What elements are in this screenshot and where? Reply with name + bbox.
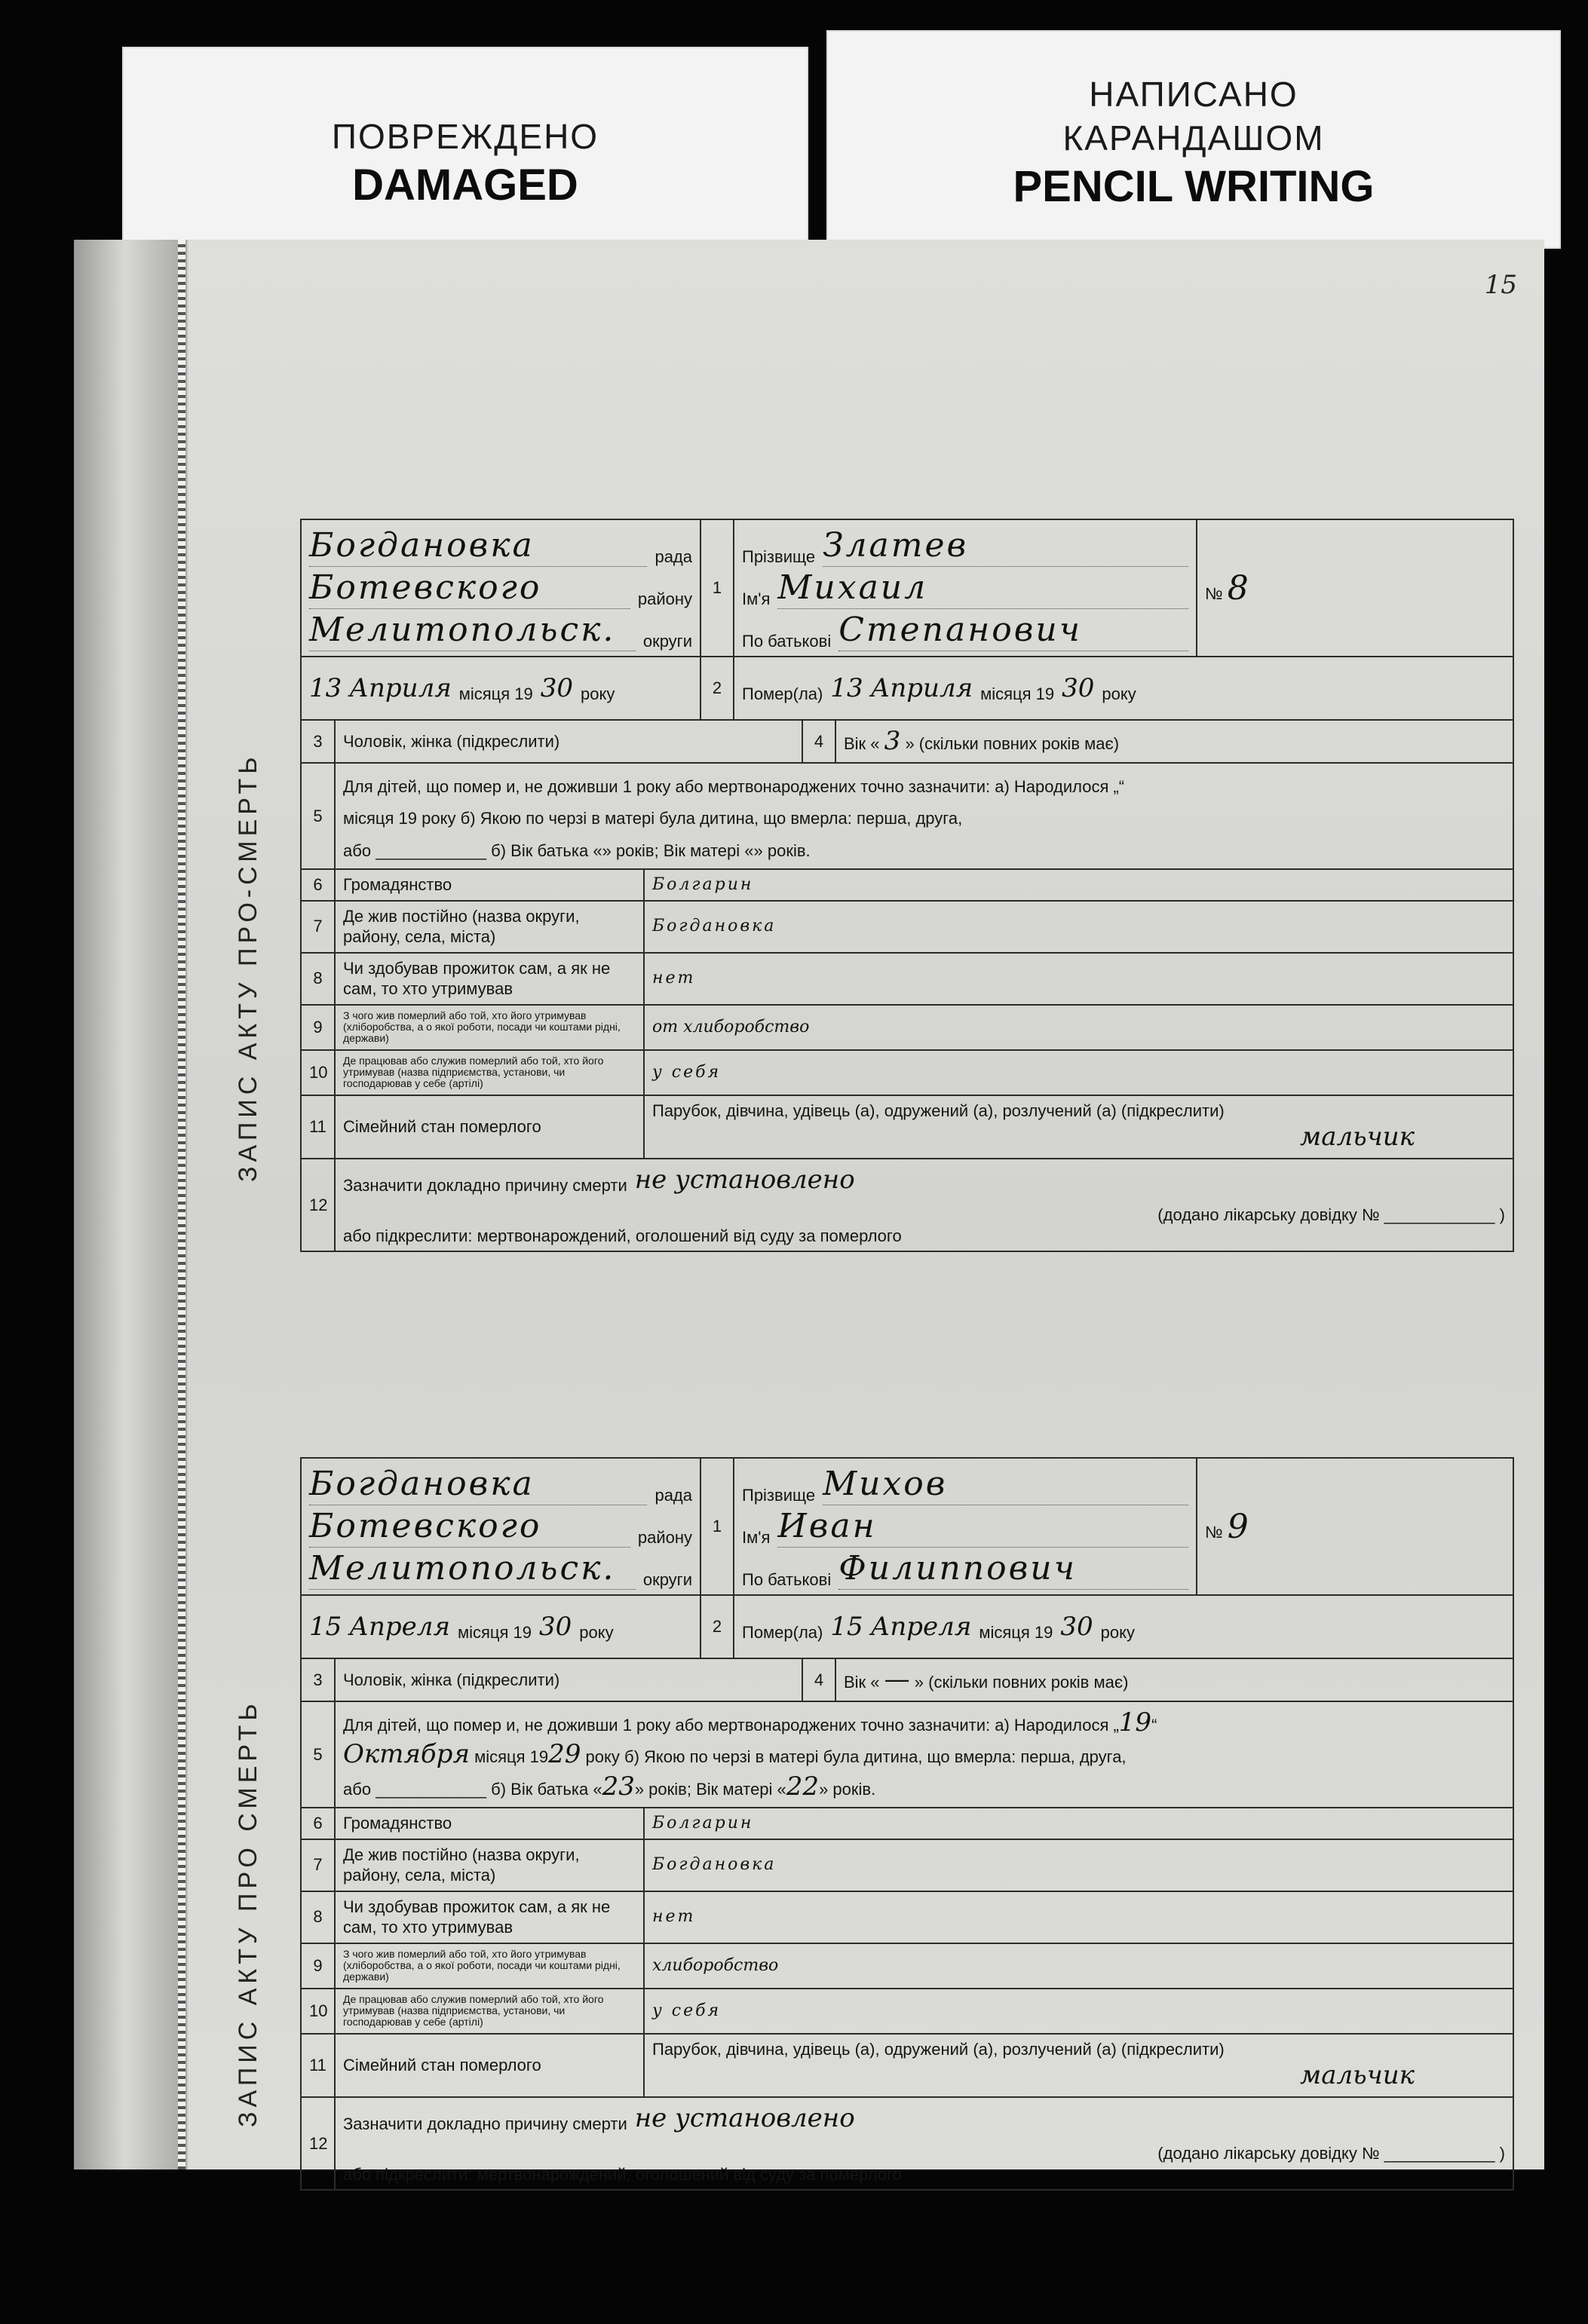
patronymic-label: По батькові <box>742 631 832 651</box>
row-11 <box>301 1095 1513 1159</box>
livelihood-value: хлиборобство <box>652 1955 779 1975</box>
marital-label: Сімейний стан померлого <box>335 1096 644 1158</box>
row-num-2: 2 <box>700 657 734 720</box>
name-cell <box>734 519 1197 657</box>
row-num-9: 9 <box>302 1006 335 1049</box>
workplace-value: у себя <box>652 1063 722 1082</box>
support-label: Чи здобував прожиток сам, а як не сам, то хто утримував <box>335 954 644 1004</box>
rayon-label: району <box>637 1527 692 1547</box>
reg-month-label: місяця 19 <box>458 684 533 703</box>
row-num-9: 9 <box>302 1944 335 1988</box>
children-line3a: або <box>343 1779 372 1799</box>
rada-label: рада <box>655 1485 692 1505</box>
death-label: Помер(ла) <box>742 1622 823 1642</box>
row-12 <box>301 2097 1513 2191</box>
age-cell <box>835 1659 1513 1701</box>
cause-value: не установлено <box>634 2102 855 2133</box>
death-year: 30 <box>1060 1611 1093 1642</box>
children-line3b: б) Вік батька « <box>491 1779 602 1799</box>
row-5 <box>301 1701 1513 1808</box>
name-label: Ім'я <box>742 1527 771 1547</box>
row-num-11: 11 <box>302 1096 335 1158</box>
father-age: 23 <box>602 1771 635 1802</box>
surname-value: Златев <box>823 525 1188 567</box>
row-num-1: 1 <box>700 519 734 657</box>
death-record-2 <box>234 1457 1514 2191</box>
marital-value: мальчик <box>1300 1122 1415 1153</box>
death-month: Апреля <box>870 1611 972 1642</box>
row-num-4: 4 <box>802 721 835 762</box>
surname-value: Михов <box>823 1463 1188 1505</box>
reg-day: 15 <box>309 1611 342 1642</box>
mother-age: 22 <box>786 1771 820 1802</box>
death-day: 15 <box>830 1611 863 1642</box>
pencil-label-line1: НАПИСАНО <box>1089 75 1298 114</box>
livelihood-label: З чого жив померлий або той, хто його утримував (хліборобства, а o якої роботи, посади чи коштами рідні, держави) <box>335 1944 644 1988</box>
rayon-value: Ботевского <box>309 567 630 609</box>
reg-day: 13 <box>309 672 342 703</box>
residence-label: Де жив постійно (назва округи, району, села, міста) <box>335 902 644 952</box>
citizenship-label: Громадянство <box>335 870 644 900</box>
death-date-cell <box>734 1595 1513 1658</box>
row-11 <box>301 2034 1513 2097</box>
children-line1: Для дітей, що помер и, не доживши 1 року або мертвонароджених точно зазначити: а) Народилося „ <box>343 776 1119 796</box>
row-num-8: 8 <box>302 954 335 1004</box>
residence-value: Богдановка <box>652 1855 777 1875</box>
row-10 <box>301 1989 1513 2034</box>
okruga-value: Мелитопольск. <box>309 1548 636 1590</box>
row-10 <box>301 1050 1513 1095</box>
sex-cell: Чоловік, жінка (підкреслити) <box>335 721 802 762</box>
born-year: 29 <box>548 1739 581 1769</box>
name-value: Иван <box>777 1505 1188 1548</box>
age-value: 3 <box>884 726 901 756</box>
row-num-6: 6 <box>302 1808 335 1839</box>
row-7 <box>301 901 1513 953</box>
pencil-label-line2: КАРАНДАШОМ <box>1062 118 1325 158</box>
row-num-10: 10 <box>302 1051 335 1095</box>
cause-label: Зазначити докладно причину смерти <box>343 1175 627 1195</box>
record-side-title: ЗАПИС АКТУ ПРО СМЕРТЬ <box>234 1699 262 2127</box>
marital-label: Сімейний стан померлого <box>335 2035 644 2096</box>
marital-options: Парубок, дівчина, удівець (а), одружений (а), розлучений (а) (підкреслити) <box>652 2039 1225 2059</box>
registry-cell <box>301 519 700 657</box>
damaged-label-ru: ПОВРЕЖДЕНО <box>331 117 599 156</box>
row-12 <box>301 1159 1513 1252</box>
workplace-label: Де працював або служив померлий або той, хто його утримував (назва підприємства, установи, чи господарював у себе (артілі) <box>335 1051 644 1095</box>
registration-date-cell <box>301 657 700 720</box>
name-label: Ім'я <box>742 589 771 608</box>
name-cell <box>734 1458 1197 1595</box>
children-line3b: б) Вік батька « <box>491 840 602 860</box>
cert-label: (додано лікарську довідку № <box>1157 2144 1380 2163</box>
cause-label: Зазначити докладно причину смерти <box>343 2114 627 2133</box>
children-line3c: » років; Вік матері « <box>602 840 754 860</box>
page-binding <box>74 240 187 2169</box>
cause-cell: Зазначити докладно причину смерти не установлено (додано лікарську довідку № ____________ ) або підкреслити: мертвонарождений, оголошений від суду за померлого <box>343 1164 1505 1245</box>
support-value: нет <box>652 969 696 988</box>
pencil-label-card <box>826 30 1561 249</box>
row-num-8: 8 <box>302 1892 335 1943</box>
reg-month: Априля <box>349 672 452 703</box>
damaged-label-en: DAMAGED <box>352 161 578 210</box>
children-line2b: року б) Якою по черзі в матері була дитина, що вмерла: перша, друга, <box>422 809 963 828</box>
record-number: 8 <box>1227 568 1251 608</box>
death-month-label: місяця 19 <box>980 684 1055 703</box>
okruga-label: округи <box>642 1569 692 1589</box>
born-month: Октября <box>343 1739 470 1769</box>
children-line3d: » років. <box>753 840 811 860</box>
marital-value: мальчик <box>1300 2060 1415 2091</box>
death-year-label: року <box>1102 684 1136 703</box>
okruga-label: округи <box>642 631 692 651</box>
row-num-7: 7 <box>302 1840 335 1891</box>
row-num-12: 12 <box>302 2098 335 2190</box>
born-day: 19 <box>1118 1707 1152 1738</box>
children-line3d: » років. <box>819 1779 876 1799</box>
sheet-number: 15 <box>1484 270 1517 300</box>
children-cell: Для дітей, що помер и, не доживши 1 року або мертвонароджених точно зазначити: а) Народилося „19“ Октября місяця 1929 року б) Якою по черзі в матері була дитина, що вмерла: перша, друга, або ____________ б) Вік батька «23» років; Вік матері «22» років. <box>343 1707 1157 1802</box>
row-num-2: 2 <box>700 1595 734 1658</box>
workplace-label: Де працював або служив померлий або той, хто його утримував (назва підприємства, установи, чи господарював у себе (артілі) <box>335 1989 644 2033</box>
livelihood-label: З чого жив померлий або той, хто його утримував (хліборобства, а o якої роботи, посади чи коштами рідні, держави) <box>335 1006 644 1049</box>
death-date-cell <box>734 657 1513 720</box>
row-num-10: 10 <box>302 1989 335 2033</box>
row-9 <box>301 1943 1513 1989</box>
cause-bottom: або підкреслити: мертвонарождений, оголошений від суду за померлого <box>343 2164 902 2184</box>
reg-year-label: року <box>579 1622 614 1642</box>
citizenship-label: Громадянство <box>335 1808 644 1839</box>
age-value: — <box>884 1664 910 1695</box>
marital-cell <box>644 2035 1513 2096</box>
damaged-label-card <box>122 47 808 244</box>
residence-value: Богдановка <box>652 917 777 936</box>
death-month-label: місяця 19 <box>979 1622 1053 1642</box>
row-num-5: 5 <box>302 764 335 869</box>
patronymic-value: Степанович <box>838 609 1188 651</box>
record-form <box>300 1457 1514 2191</box>
row-8 <box>301 953 1513 1005</box>
children-line3a: або <box>343 840 372 860</box>
citizenship-value: Болгарин <box>652 1814 754 1833</box>
number-label: № <box>1205 1522 1223 1542</box>
reg-month-label: місяця 19 <box>457 1622 532 1642</box>
cause-value: не установлено <box>634 1164 855 1195</box>
reg-year: 30 <box>539 1611 572 1642</box>
rada-label: рада <box>655 547 692 566</box>
row-8 <box>301 1891 1513 1943</box>
row-6 <box>301 869 1513 901</box>
name-value: Михаил <box>777 567 1188 609</box>
marital-options: Парубок, дівчина, удівець (а), одружений (а), розлучений (а) (підкреслити) <box>652 1101 1225 1120</box>
row-num-4: 4 <box>802 1659 835 1701</box>
death-year: 30 <box>1062 672 1095 703</box>
row-num-7: 7 <box>302 902 335 952</box>
record-number-cell <box>1197 519 1513 657</box>
pencil-label-en: PENCIL WRITING <box>1013 162 1375 211</box>
reg-year: 30 <box>540 672 574 703</box>
row-num-3: 3 <box>302 1659 335 1701</box>
citizenship-value: Болгарин <box>652 875 754 894</box>
children-line3c: » років; Вік матері « <box>634 1779 786 1799</box>
children-line2: місяця 19 <box>474 1747 549 1766</box>
children-line2: місяця 19 <box>343 809 418 828</box>
record-number-cell <box>1197 1458 1513 1595</box>
death-day: 13 <box>830 672 863 703</box>
row-6 <box>301 1808 1513 1839</box>
death-year-label: року <box>1100 1622 1135 1642</box>
death-label: Помер(ла) <box>742 684 823 703</box>
children-line2b: року б) Якою по черзі в матері була дитина, що вмерла: перша, друга, <box>585 1747 1127 1766</box>
age-cell <box>835 721 1513 762</box>
residence-label: Де жив постійно (назва округи, району, села, міста) <box>335 1840 644 1891</box>
rayon-label: району <box>637 589 692 608</box>
surname-label: Прізвище <box>742 547 816 566</box>
children-cell: Для дітей, що помер и, не доживши 1 року або мертвонароджених точно зазначити: а) Народилося „“ місяця 19 року б) Якою по черзі в матері була дитина, що вмерла: перша, друга, або ____________ б) Вік батька «» років; Вік матері «» років. <box>343 776 1125 860</box>
age-label: Вік « <box>844 734 880 753</box>
row-3-4 <box>301 1658 1513 1701</box>
row-num-11: 11 <box>302 2035 335 2096</box>
sex-cell: Чоловік, жінка (підкреслити) <box>335 1659 802 1701</box>
cause-bottom: або підкреслити: мертвонарождений, оголошений від суду за померлого <box>343 1226 902 1245</box>
rada-value: Богдановка <box>309 525 647 567</box>
row-num-6: 6 <box>302 870 335 900</box>
registration-date-cell <box>301 1595 700 1658</box>
cause-cell: Зазначити докладно причину смерти не установлено (додано лікарську довідку № ____________ ) або підкреслити: мертвонарождений, оголошений від суду за померлого <box>343 2102 1505 2184</box>
cert-end: ) <box>1499 1205 1505 1225</box>
cert-end: ) <box>1499 2144 1505 2163</box>
workplace-value: у себя <box>652 2001 722 2020</box>
support-value: нет <box>652 1907 696 1927</box>
surname-label: Прізвище <box>742 1485 816 1505</box>
record-number: 9 <box>1227 1507 1251 1546</box>
record-side-title: ЗАПИС АКТУ ПРО-СМЕРТЬ <box>234 752 262 1182</box>
row-9 <box>301 1005 1513 1050</box>
row-num-5: 5 <box>302 1702 335 1808</box>
reg-month: Апреля <box>349 1611 450 1642</box>
row-5 <box>301 763 1513 870</box>
age-label: Вік « <box>844 1673 880 1692</box>
row-3-4 <box>301 720 1513 763</box>
livelihood-value: от хлиборобство <box>652 1017 810 1036</box>
okruga-value: Мелитопольск. <box>309 609 636 651</box>
age-suffix: » (скільки повних років має) <box>905 734 1120 753</box>
rayon-value: Ботевского <box>309 1505 630 1548</box>
number-label: № <box>1205 583 1223 603</box>
row-num-3: 3 <box>302 721 335 762</box>
register-page <box>74 240 1544 2184</box>
patronymic-label: По батькові <box>742 1569 832 1589</box>
row-7 <box>301 1839 1513 1891</box>
registry-cell <box>301 1458 700 1595</box>
rada-value: Богдановка <box>309 1463 647 1505</box>
age-suffix: » (скільки повних років має) <box>914 1673 1129 1692</box>
record-form <box>300 519 1514 1252</box>
row-num-12: 12 <box>302 1159 335 1251</box>
marital-cell <box>644 1096 1513 1158</box>
support-label: Чи здобував прожиток сам, а як не сам, то хто утримував <box>335 1892 644 1943</box>
patronymic-value: Филиппович <box>838 1548 1188 1590</box>
cert-label: (додано лікарську довідку № <box>1157 1205 1380 1225</box>
death-record-1 <box>234 519 1514 1252</box>
row-num-1: 1 <box>700 1458 734 1595</box>
children-line1: Для дітей, що помер и, не доживши 1 року або мертвонароджених точно зазначити: а) Народилося „ <box>343 1715 1119 1735</box>
death-month: Априля <box>870 672 973 703</box>
reg-year-label: року <box>581 684 615 703</box>
